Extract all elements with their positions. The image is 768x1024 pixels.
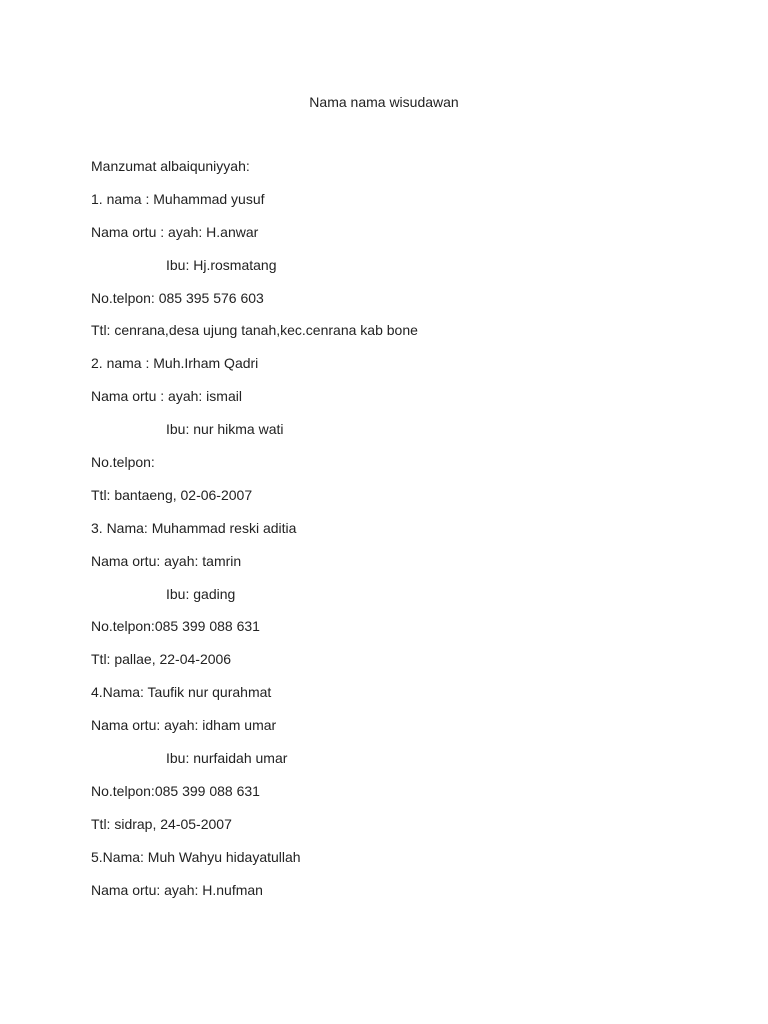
- text-line: No.telpon:: [91, 454, 155, 471]
- document-body: [91, 157, 731, 913]
- text-line: Ibu: Hj.rosmatang: [166, 256, 277, 273]
- text-line: Ibu: nurfaidah umar: [166, 750, 288, 767]
- text-line: Nama ortu: ayah: tamrin: [91, 552, 242, 569]
- text-line: Ibu: gading: [166, 585, 236, 602]
- text-line: 3. Nama: Muhammad reski aditia: [91, 519, 297, 536]
- text-line: Manzumat albaiquniyyah:: [91, 158, 250, 174]
- text-line: 5.Nama: Muh Wahyu hidayatullah: [91, 848, 301, 865]
- text-line: Ttl: sidrap, 24-05-2007: [91, 815, 232, 832]
- text-line: Nama ortu: ayah: idham umar: [91, 717, 277, 734]
- text-line: Nama ortu: ayah: H.nufman: [91, 881, 263, 898]
- text-line: 4.Nama: Taufik nur qurahmat: [91, 684, 272, 701]
- text-line: No.telpon:085 399 088 631: [91, 618, 260, 635]
- text-line: 2. nama : Muh.Irham Qadri: [91, 355, 259, 372]
- text-line: Ttl: pallae, 22-04-2006: [91, 651, 232, 668]
- text-line: Ibu: nur hikma wati: [166, 421, 284, 438]
- text-line: 1. nama : Muhammad yusuf: [91, 190, 265, 207]
- document-title: Nama nama wisudawan: [309, 94, 459, 110]
- text-line: Nama ortu : ayah: H.anwar: [91, 223, 259, 240]
- text-line: Nama ortu : ayah: ismail: [91, 388, 242, 405]
- text-line: No.telpon: 085 395 576 603: [91, 289, 264, 306]
- text-line: Ttl: cenrana,desa ujung tanah,kec.cenrana kab bone: [91, 322, 418, 339]
- text-line: Ttl: bantaeng, 02-06-2007: [91, 486, 253, 503]
- text-line: No.telpon:085 399 088 631: [91, 782, 260, 799]
